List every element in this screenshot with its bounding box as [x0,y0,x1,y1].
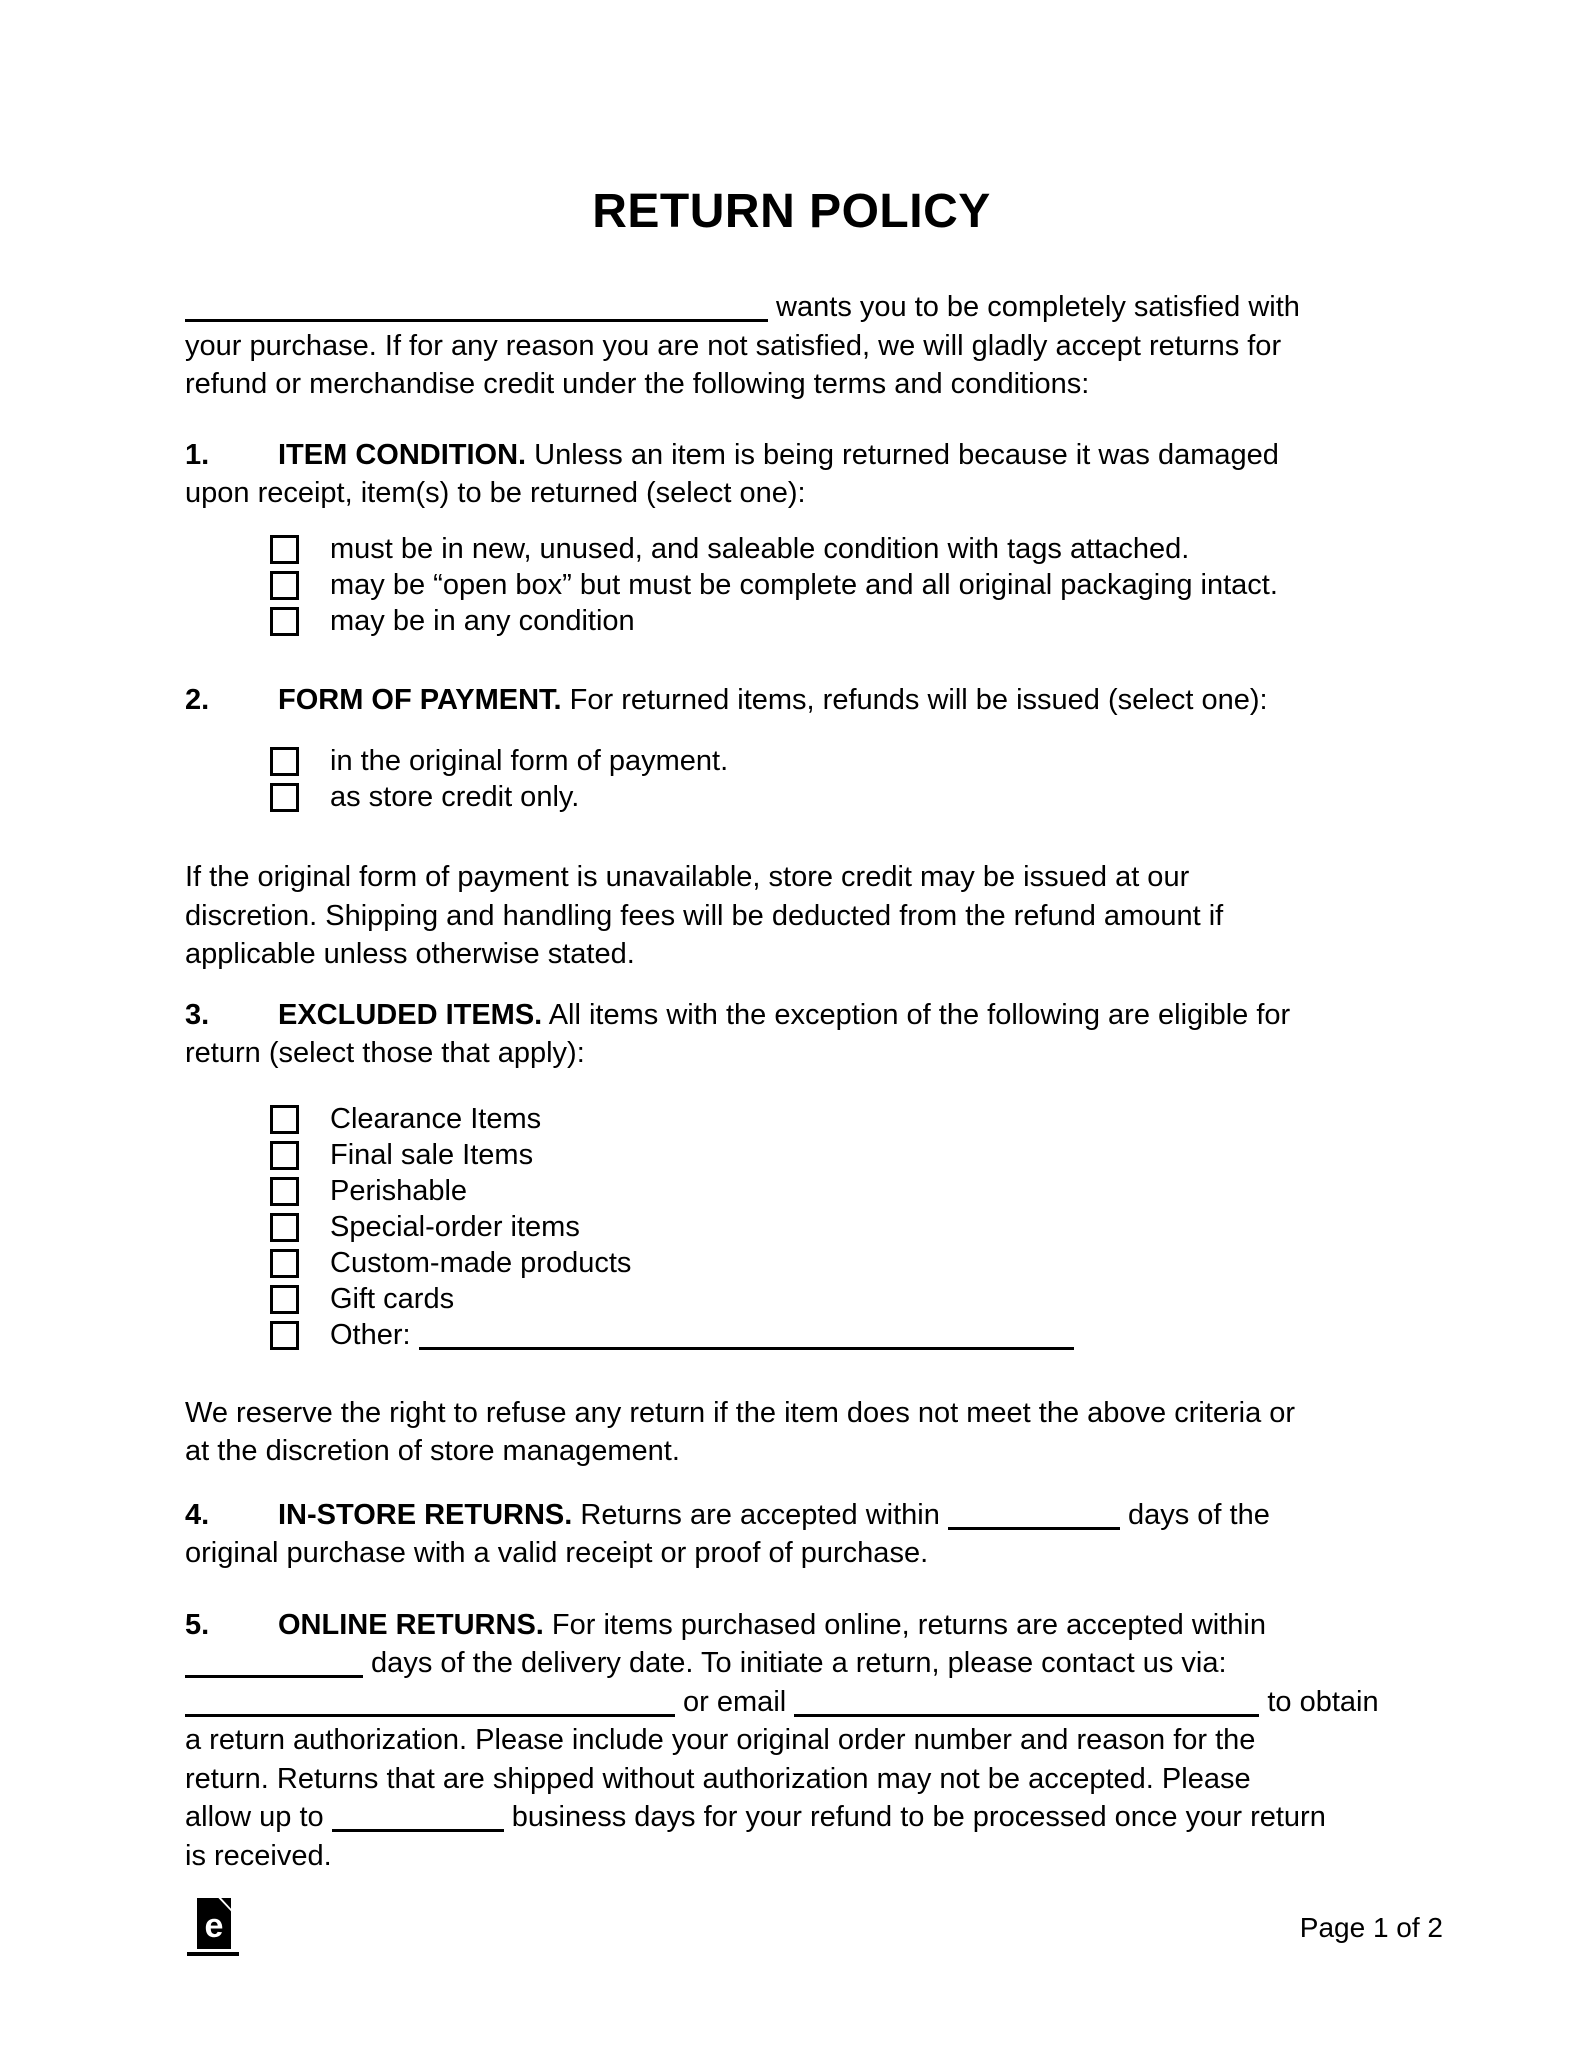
text-span: refund or merchandise credit under the following terms and conditions: [185,368,1090,400]
text-line [185,1606,1398,1645]
text-span: Gift cards [330,1283,455,1315]
checkbox-label [330,533,1189,566]
checkbox[interactable] [270,783,299,812]
section-number: 3. [185,998,210,1031]
section-heading: EXCLUDED ITEMS. [278,998,543,1031]
checkbox-label [330,781,579,814]
checkbox[interactable] [270,571,299,600]
text-line [185,1683,1398,1722]
text-span: at the discretion of store management. [185,1435,680,1467]
text-span: Returns are accepted within [572,1498,948,1531]
text-line [185,897,1398,936]
section-number: 4. [185,1498,210,1531]
checkbox[interactable] [270,1105,299,1134]
text-span: is received. [185,1839,332,1872]
checkbox[interactable] [270,1285,299,1314]
document-page-icon [197,1898,231,1949]
checklist-row [270,1246,1398,1282]
text-line [185,681,1398,720]
section-number: 2. [185,683,210,716]
text-line [185,1432,1398,1471]
section-1-item-condition [185,436,1398,513]
document-body [185,288,1398,1875]
text-line [185,1644,1398,1683]
checklist-row [270,1102,1398,1138]
checklist-row [270,779,1398,815]
checkbox[interactable] [270,1177,299,1206]
fill-in-blank[interactable] [419,1347,1074,1350]
logo-letter: e [204,1907,224,1945]
payment-options [185,743,1398,815]
checkbox-label [330,1211,580,1244]
eforms-logo [195,1898,247,1956]
page-title: RETURN POLICY [592,185,991,238]
checkbox[interactable] [270,535,299,564]
text-span: days of the [1119,1498,1270,1531]
fill-in-blank[interactable] [794,1714,1259,1717]
text-span: wants you to be completely satisfied with [768,291,1300,323]
section-3-excluded-items [185,996,1398,1073]
section-heading: ONLINE RETURNS. [278,1608,544,1641]
checklist-row [270,743,1398,779]
checkbox-label [330,1175,467,1208]
section-number: 5. [185,1608,210,1641]
section-5-online-returns [185,1606,1398,1876]
text-line [185,1034,1398,1073]
text-line [185,1837,1398,1876]
text-line [185,935,1398,974]
intro-paragraph [185,288,1398,404]
text-span: allow up to [185,1801,332,1833]
checkbox-label [330,1319,1074,1352]
checkbox-label [330,1283,454,1316]
text-line [185,1534,1398,1573]
text-span: in the original form of payment. [330,744,729,777]
text-line [185,858,1398,897]
text-line [185,365,1398,404]
text-span: days of the delivery date. To initiate a return, please contact us via: [363,1647,1227,1679]
text-line [185,996,1398,1035]
checkbox-label [330,569,1278,602]
checklist-row [270,1210,1398,1246]
fill-in-blank[interactable] [185,1675,363,1678]
text-span: All items with the exception of the following are eligible for [542,998,1291,1031]
text-span: Perishable [330,1175,468,1207]
text-span: We reserve the right to refuse any return if the item does not meet the above criteria or [185,1396,1296,1429]
text-span: Custom-made products [330,1247,632,1279]
text-line [185,1760,1398,1799]
text-span: may be “open box” but must be complete and all original packaging intact. [330,569,1278,601]
text-span: If the original form of payment is unavailable, store credit may be issued at our [185,861,1190,893]
text-line [185,327,1398,366]
logo-underline [187,1952,239,1956]
text-span: Special-order items [330,1211,580,1243]
excluded-items-options [185,1102,1398,1354]
text-span: a return authorization. Please include your original order number and reason for the [185,1724,1256,1756]
fill-in-blank[interactable] [185,319,768,322]
checkbox-label [330,745,728,778]
text-span: upon receipt, item(s) to be returned (select one): [185,477,806,509]
checkbox-label [330,1103,541,1136]
text-span: or email [675,1685,795,1718]
text-span: as store credit only. [330,780,580,813]
text-span: Final sale Items [330,1139,534,1171]
checkbox-label [330,605,635,638]
checklist-row [270,1174,1398,1210]
refusal-note-paragraph [185,1394,1398,1471]
checklist-row [270,532,1398,568]
text-line [185,1496,1398,1535]
document-content [185,0,1398,1875]
checkbox-label [330,1247,631,1280]
checklist-row [270,604,1398,640]
payment-note-paragraph [185,858,1398,974]
checklist-row [270,568,1398,604]
checklist-row [270,1318,1398,1354]
fill-in-blank[interactable] [948,1527,1120,1530]
section-4-in-store-returns [185,1496,1398,1573]
checkbox[interactable] [270,1213,299,1242]
section-number: 1. [185,438,210,471]
checkbox[interactable] [270,1321,299,1350]
text-span: may be in any condition [330,605,635,637]
text-span: original purchase with a valid receipt or proof of purchase. [185,1537,929,1569]
text-span: your purchase. If for any reason you are not satisfied, we will gladly accept returns for [185,329,1282,362]
text-span: For returned items, refunds will be issued (select one): [561,683,1268,716]
text-line [185,1394,1398,1433]
text-span: Other: [330,1319,419,1351]
checklist-row [270,1138,1398,1174]
checklist-row [270,1282,1398,1318]
text-span: For items purchased online, returns are accepted within [543,1608,1266,1641]
text-span: return. Returns that are shipped without authorization may not be accepted. Please [185,1762,1251,1795]
checkbox[interactable] [270,747,299,776]
text-span: return (select those that apply): [185,1037,585,1069]
fill-in-blank[interactable] [185,1714,675,1717]
checkbox[interactable] [270,607,299,636]
checkbox[interactable] [270,1141,299,1170]
checkbox[interactable] [270,1249,299,1278]
text-line [185,1798,1398,1837]
text-span: Clearance Items [330,1103,542,1135]
text-line [185,474,1398,513]
section-heading: ITEM CONDITION. [278,438,527,471]
section-heading: FORM OF PAYMENT. [278,683,562,716]
text-span: business days for your refund to be processed once your return [503,1801,1326,1833]
fill-in-blank[interactable] [332,1829,504,1832]
text-span: must be in new, unused, and saleable condition with tags attached. [330,533,1190,565]
item-condition-options [185,532,1398,640]
text-line [185,1721,1398,1760]
text-line [185,436,1398,475]
text-line [185,288,1398,327]
text-span: Unless an item is being returned because it was damaged [526,438,1279,471]
page-number: Page 1 of 2 [1299,1912,1443,1943]
text-span: applicable unless otherwise stated. [185,938,635,970]
section-heading: IN-STORE RETURNS. [278,1498,573,1531]
section-2-form-of-payment [185,681,1398,720]
text-span: to obtain [1259,1685,1379,1718]
text-span: discretion. Shipping and handling fees will be deducted from the refund amount if [185,899,1224,932]
checkbox-label [330,1139,533,1172]
